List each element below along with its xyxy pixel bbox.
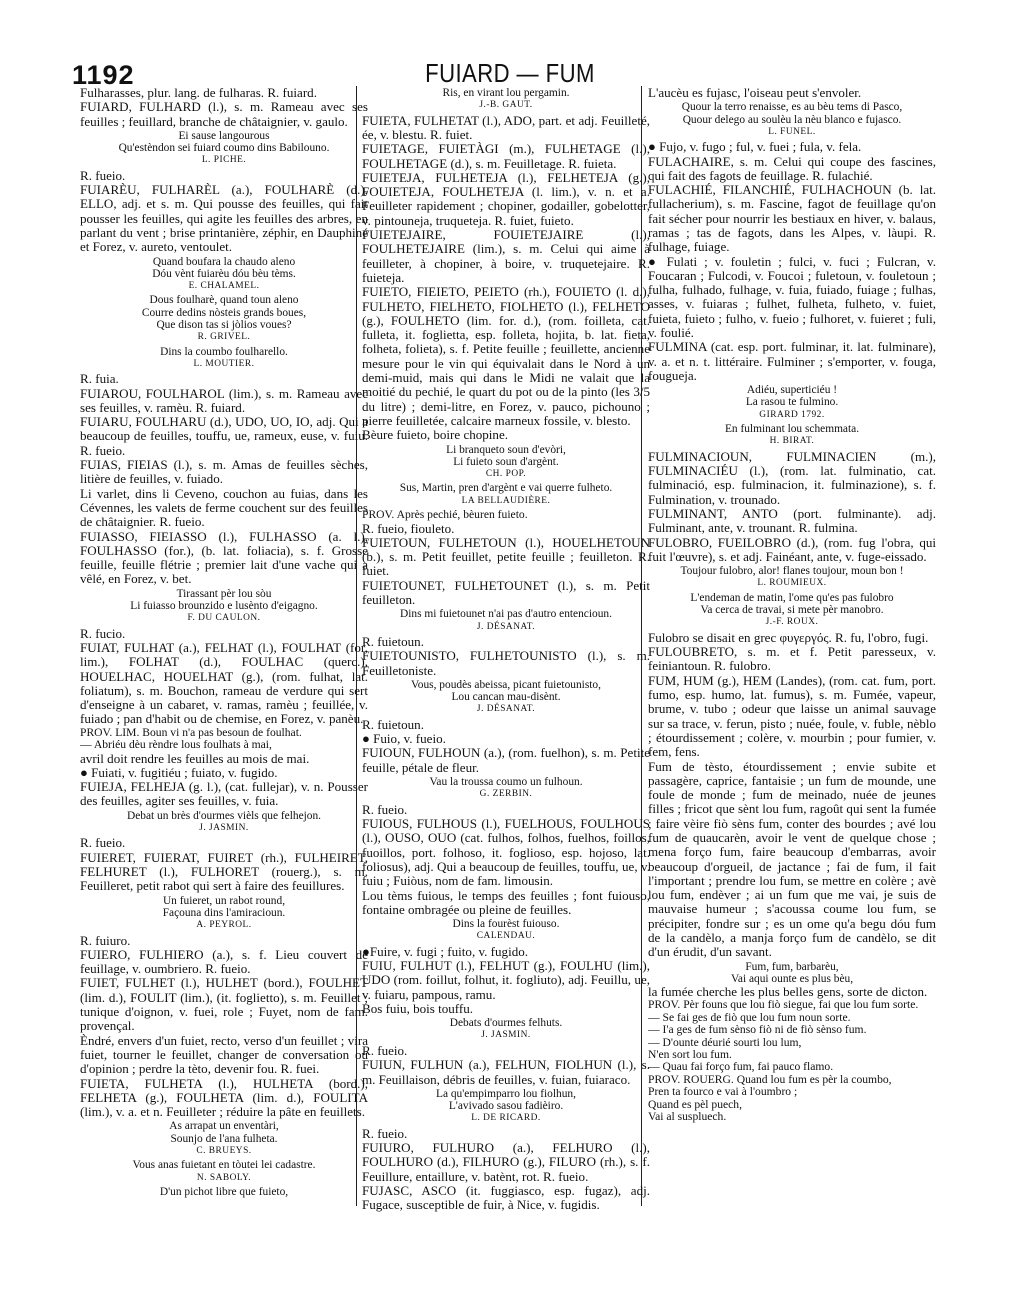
dictionary-entry: FUIETO, FIEIETO, PEIETO (rh.), FOUIETO (l. d.), FULHETO, FIELHETO, FIOLHETO (l.), FELHETO (g.), FOULHETO (lim. for. d.), (rom. foilleta, cat. fulleta, it. foglietta, esp. folleta, hojita, b. lat. fieta, folheta, folieta), s. f. Petite feuille ; feuillette, ancienne mesure pour le vin qui équivalait dans le Nord à un demi-muid, mais qui dans le Midi ne valait que la moitié du pechié, le quart du pot ou de la pinto (les 3/5 du litre) ; demi-litre, en Forez, v. pauco, pichouno ; pierre feuilletée, calcaire marneux fossile, v. blesto. xyxy=(362,284,650,428)
quotation: D'un pichot libre que fuieto, xyxy=(159,1186,289,1198)
page-number: 1192 xyxy=(72,60,135,90)
dictionary-entry: FUIOUN, FULHOUN (a.), (rom. fuelhon), s. m. Petite feuille, pétale de fleur. xyxy=(362,745,650,775)
dictionary-entry: R. fueio. xyxy=(362,1125,408,1141)
dictionary-entry: Èndré, envers d'un fuiet, recto, verso d'un feuillet ; vira fuiet, tourner le feuillet, changer de conversation ou d'opinion ; perdre la tèto, devenir fou. R. fuei. xyxy=(80,1032,368,1077)
dictionary-entry: FUIETEJAIRE, FOUIETEJAIRE (l.), FOULHETEJAIRE (lim.), s. m. Celui qui aime à feuilleter, à chopiner, à boire, v. truquetejaire. R. fuieteja. xyxy=(362,227,650,285)
dictionary-entry: FUIETA, FULHETA (l.), HULHETA (bord.), FELHETA (g.), FOULHETA (lim. d.), FOULITA (lim.), v. a. et n. Feuilleter ; réduire la pâte en feuillets. xyxy=(80,1075,368,1120)
quote-attribution: LA BELLAUDIÈRE. xyxy=(461,495,551,506)
dictionary-entry: FULOUBRETO, s. m. et f. Petit paresseux, v. feiniantoun. R. fulobro. xyxy=(648,644,936,674)
quotation: Li branqueto soun d'evòri, Li fuieto soun d'argènt. xyxy=(446,443,566,468)
dictionary-entry: FULOBRO, FUEILOBRO (d.), (rom. fug l'obra, qui fuit l'œuvre), s. et adj. Fainéant, ante, v. fuge-eissado. xyxy=(648,534,936,564)
dictionary-entry: FUIURO, FULHURO (a.), FELHURO (l.), FOULHURO (d.), FILHURO (g.), FILURO (rh.), s. f. Feuillure, entaillure, v. batènt, rot. R. fueio. xyxy=(362,1140,650,1184)
quotation: Tirassant pèr lou sòu Li fuiasso brounzido e lusènto d'eigagno. xyxy=(130,587,318,612)
quote-attribution: N. SABOLY. xyxy=(196,1172,252,1183)
dictionary-entry: FUIETA, FULHETAT (l.), ADO, part. et adj. Feuilleté, ée, v. blestu. R. fuiet. xyxy=(362,112,650,142)
dictionary-entry: Bèure fuieto, boire chopine. xyxy=(362,427,509,443)
dictionary-entry: FULMINA (cat. esp. port. fulminar, it. lat. fulminare), v. a. et n. t. littéraire. Fulminer ; s'emporter, v. fouga, fougueja. xyxy=(648,339,936,383)
dictionary-entry: FUIAS, FIEIAS (l.), s. m. Amas de feuilles sèches, litière de feuilles, v. fuiado. xyxy=(80,457,368,487)
quote-attribution: J. JASMIN. xyxy=(481,1030,531,1041)
dictionary-entry: ● Fujo, v. fugo ; ful, v. fuei ; fula, v. fela. xyxy=(648,139,862,155)
dictionary-entry: R. fueio. xyxy=(80,167,126,183)
quotation: Un fuieret, un rabot round, Façouna dins l'amiracioun. xyxy=(162,894,286,919)
quotation: Quour la terro renaisse, es au bèu tems di Pasco, Quour delego au soulèu la nèu blanco e fujasco. xyxy=(681,101,903,126)
quote-attribution: CALENDAU. xyxy=(476,931,536,942)
dictionary-entry: Fum de tèsto, étourdissement ; envie subite et passagère, caprice, fantaisie ; un fum de mounde, une foule de monde ; fum de meinado, nuée de jeunes filles ; fricot que sènt lou fum, ragoût qui sent la fumée ; faire vèire fiò sèns fum, conter des bourdes ; avé lou fum de quaucarèn, avoir le vent de quelque chose ; mena forço fum, faire beaucoup d'embarras, avoir beaucoup d'orgueil, de jactance ; fai de fum, il fait l'important ; prendre lou fum, se mettre en colère ; avè lou fum, endèver ; ai un fum que me vai, je suis de mauvaise humeur ; s'acoussa coume lou fum, se précipiter, fondre sur ; es un ome qu'a begu dóu fum de la candèlo, a manja forço fum de candèlo, se dit d'un érudit, d'un savant. xyxy=(648,758,936,960)
quote-attribution: E. CHALAMEL. xyxy=(188,280,260,291)
dictionary-entry: Fulobro se disait en grec φυγεργός. R. fu, l'obro, fugi. xyxy=(648,629,929,645)
dictionary-entry: FUIERO, FULHIERO (a.), s. f. Lieu couvert de feuillage, v. oumbriero. R. fueio. xyxy=(80,946,368,977)
dictionary-entry: R. fuietoun. xyxy=(362,634,424,650)
quotation: Vous anas fuietant en tòutei lei cadastre. xyxy=(132,1159,316,1172)
quote-attribution: J. DÉSANAT. xyxy=(476,621,536,632)
proverb: — Abriéu dèu rèndre lous foulhats à mai, xyxy=(80,738,272,752)
dictionary-entry: R. fueio. xyxy=(362,1042,408,1058)
quote-attribution: L. ROUMIEUX. xyxy=(757,578,827,589)
quotation: Vous, poudès abeissa, picant fuietounisto, Lou cancan mau-disènt. xyxy=(411,678,601,704)
dictionary-entry: FUIERET, FUIERAT, FUIRET (rh.), FULHEIRET, FELHURET (l.), FULHORET (rouerg.), s. m. Feuilleret, petit rabot qui sert à faire des feuillures. xyxy=(80,849,368,894)
dictionary-entry: FUJASC, ASCO (it. fuggiasco, esp. fugaz), adj. Fugace, susceptible de fuir, à Nice, v. fugidis. xyxy=(362,1182,650,1213)
dictionary-entry: FUIARU, FOULHARU (d.), UDO, UO, IO, adj. Qui a beaucoup de feuilles, touffu, ue, rameux, euse, v. fuiu. R. fueio. xyxy=(80,414,368,458)
quotation: Ei sause langourous Qu'estèndon sei fuiard coumo dins Babilouno. xyxy=(118,129,330,155)
dictionary-entry: FUIEJA, FELHEJA (g. l.), (cat. fullejar), v. n. Pousser des feuilles, agiter ses feuilles, v. fuia. xyxy=(80,779,368,809)
quote-attribution: L. PICHE. xyxy=(201,155,247,166)
quote-attribution: L. MOUTIER. xyxy=(193,358,255,369)
dictionary-entry: FUIARÈU, FULHARÈL (a.), FOULHARÈ (d.), ELLO, adj. et s. m. Qui pousse des feuilles, qui fait pousser les feuilles, qui agite les feuilles des arbres, en parlant du vent ; brise printanière, zéphir, en Dauphiné et Forez, v. aureto, ventoulet. xyxy=(80,182,368,255)
quote-attribution: H. BIRAT. xyxy=(769,436,815,447)
quotation: Dins la fourèst fuiouso. xyxy=(452,918,560,931)
dictionary-entry: FUIETAGE, FUIETÀGI (m.), FULHETAGE (l.), FOULHETAGE (d.), s. m. Feuilletage. R. fuieta. xyxy=(362,141,650,171)
dictionary-entry: FUIETOUNISTO, FULHETOUNISTO (l.), s. m. Feuilletoniste. xyxy=(362,648,650,678)
dictionary-entry: ● Fuiati, v. fugitiéu ; fuiato, v. fugido. xyxy=(80,764,278,780)
quote-attribution: A. PEYROL. xyxy=(196,920,252,931)
quotation: Vau la troussa coumo un fulhoun. xyxy=(429,776,583,789)
proverb: PROV. ROUERG. Quand lou fum es pèr la coumbo, Pren ta fourco e vai à l'oumbro ; Quand es pèl puech, Vai al suspluech. xyxy=(648,1072,892,1124)
dictionary-entry: L'aucèu es fujasc, l'oiseau peut s'envoler. xyxy=(648,86,862,100)
dictionary-entry: Lou tèms fuious, le temps des feuilles ; font fuiouso, fontaine ombragée ou pleine de feuilles. xyxy=(362,887,650,917)
quote-attribution: G. ZERBIN. xyxy=(479,789,533,800)
dictionary-entry: avril doit rendre les feuilles au mois de mai. xyxy=(80,750,310,766)
dictionary-entry: ●Fuire, v. fugi ; fuito, v. fugido. xyxy=(362,943,528,959)
quote-attribution: CH. POP. xyxy=(485,468,527,479)
dictionary-entry: FUIETEJA, FULHETEJA (l.), FELHETEJA (g.), FOUIETEJA, FOULHETEJA (l. lim.), v. n. et a. Feuilleter rapidement ; chopiner, godailler, gobelotter, v. pintouneja, truqueteja. R. fuiet, fuieto. xyxy=(362,169,650,228)
dictionary-entry: R. fuia. xyxy=(80,371,119,387)
dictionary-entry: R. fuietoun. xyxy=(362,716,424,732)
dictionary-column-middle xyxy=(362,86,650,1216)
dictionary-entry: FULACHAIRE, s. m. Celui qui coupe des fascines, qui fait des fagots de feuillage. R. fulachié. xyxy=(648,153,936,183)
quotation: Sus, Martin, pren d'argènt e vai querre fulheto. xyxy=(399,482,613,495)
proverb: — I'a ges de fum sènso fiò ni de fiò sènso fum. xyxy=(648,1023,867,1037)
quotation: Dous foulharè, quand toun aleno Courre dedins nòsteis grands boues, Que dison tas si jòlios voues? xyxy=(141,294,307,331)
quotation: Adiéu, superticiéu ! La rasou te fulmino. xyxy=(745,384,839,409)
quote-attribution: C. BRUEYS. xyxy=(196,1145,252,1156)
quotation: As arrapat un enventàri, Sounjo de l'ana fulheta. xyxy=(169,1120,279,1145)
dictionary-entry: R. fuiuro. xyxy=(80,932,131,948)
quote-attribution: F. DU CAULON. xyxy=(187,613,261,624)
quotation: Debats d'ourmes felhuts. xyxy=(449,1017,563,1030)
dictionary-column-right xyxy=(648,86,936,1276)
quotation: En fulminant lou schemmata. xyxy=(724,423,860,436)
proverb: — D'ounte déurié sourti lou lum, N'en sort lou fum. xyxy=(648,1035,802,1061)
quotation: Dins la coumbo foulharello. xyxy=(160,345,288,358)
quote-attribution: L. FUNEL. xyxy=(768,126,816,137)
quote-attribution: J.-B. GAUT. xyxy=(479,100,533,111)
dictionary-entry: R. fueio. xyxy=(80,835,126,851)
dictionary-entry: FULMINANT, ANTO (port. fulminante). adj. Fulminant, ante, v. trounant. R. fulmina. xyxy=(648,506,936,536)
dictionary-column-left xyxy=(80,86,368,1286)
dictionary-entry: FUIAT, FULHAT (a.), FELHAT (l.), FOULHAT (for, lim.), FOLHAT (d.), FOULHAC (querc.), HOUELHAC, HOUELHAT (g.), (rom. fulhat, lat. foliatum), s. m. Bouchon, rameau de verdure qui sert d'enseigne à un cabaret, v. ramas, ramèu ; feuillée, v. fuiado ; pan d'habit ou de chemise, en Forez, v. panèu. xyxy=(80,639,368,727)
quote-attribution: J. DÉSANAT. xyxy=(476,704,536,715)
quotation: La qu'empimparro lou fiolhun, L'avivado sasou fadièiro. xyxy=(436,1087,576,1113)
quote-attribution: GIRARD 1792. xyxy=(759,409,825,420)
dictionary-entry: FUIOUS, FULHOUS (l.), FUELHOUS, FOULHOUS (l.), OUSO, OUO (cat. fulhos, folhos, fuelhos, foillos, fuoillos, port. folhoso, it. foglioso, esp. hojoso, lat. foliosus), adj. Qui a beaucoup de feuilles, touffu, ue, v. fuiu ; Fuiòus, nom de fam. limousin. xyxy=(362,816,650,889)
dictionary-entry: FUIASSO, FIEIASSO (l.), FULHASSO (a. l.), FOULHASSO (for.), (b. lat. foliacia), s. f. Grosse feuille, feuille flétrie ; premier lait d'une vache qui a vêlé, en Forez, v. bet. xyxy=(80,528,368,587)
dictionary-entry: FULMINACIOUN, FULMINACIEN (m.), FULMINACIÉU (l.), (rom. lat. fulminatio, cat. fulminació, esp. fulminacion, it. fulminazione), s. f. Fulmination, v. trounado. xyxy=(648,448,936,507)
dictionary-entry: FUIETOUNET, FULHETOUNET (l.), s. m. Petit feuilleton. xyxy=(362,577,650,608)
dictionary-entry: R. fucio. xyxy=(80,625,126,641)
dictionary-entry: ● Fulati ; v. fouletin ; fulci, v. fuci ; Fulcran, v. Foucaran ; Fulcodi, v. Foucoi ; fuletoun, v. fouletoun ; fulha, fulhado, fulhage, v. fuia, fuiado, fuiage ; fulhas, asses, v. fuiaras ; fulhet, fulheta, fulheto, v. fuiet, fuieta, fuieto ; fulho, v. fueio ; fulhoret, v. fuieret ; fuli, v. foulié. xyxy=(648,253,936,341)
quotation: Dins mi fuietounet n'ai pas d'autro entencioun. xyxy=(400,608,612,621)
dictionary-entry: la fumée cherche les plus belles gens, sorte de dicton. xyxy=(648,984,928,1000)
quotation: Ris, en virant lou pergamin. xyxy=(442,87,570,99)
quote-attribution: J.-F. ROUX. xyxy=(765,617,819,628)
quotation: Quand boufara la chaudo aleno Dóu vènt fuiarèu dóu bèu tèms. xyxy=(152,255,296,280)
dictionary-entry: Bos fuiu, bois touffu. xyxy=(362,1000,474,1016)
quotation: Fum, fum, barbarèu, Vai aqui ounte es plus bèu, xyxy=(730,960,854,985)
quote-attribution: R. GRIVEL. xyxy=(197,332,251,343)
dictionary-entry: Li varlet, dins li Ceveno, couchon au fuias, dans les Cévennes, les valets de ferme couchent sur des feuilles de châtaignier. R. fueio. xyxy=(80,485,368,530)
dictionary-entry: FUIUN, FULHUN (a.), FELHUN, FIOLHUN (l.), s. m. Feuillaison, débris de feuilles, v. fuian, fuiaraco. xyxy=(362,1057,650,1087)
proverb: PROV. Après pechié, bèuren fuieto. xyxy=(362,508,528,522)
dictionary-entry: FUIET, FULHET (l.), HULHET (bord.), FOULHET (lim. d.), FOULIT (lim.), (it. foglietto), s. m. Feuillet ; tunique d'oignon, v. fuei, role ; Fuyet, nom de fam. provençal. xyxy=(80,975,368,1034)
dictionary-entry: FUIETOUN, FULHETOUN (l.), HOUELHETOUN (b.), s. m. Petit feuillet, petite feuille ; feuilleton. R. fuiet. xyxy=(362,534,650,579)
quote-attribution: L. DE RICARD. xyxy=(471,1113,541,1124)
dictionary-entry: R. fueio. xyxy=(362,801,408,817)
running-head: FUIARD — FUM xyxy=(425,58,595,88)
quotation: L'endeman de matin, l'ome qu'es pas fulobro Va cerca de travai, si mete pèr manobro. xyxy=(690,591,894,617)
dictionary-entry: ● Fuio, v. fueio. xyxy=(362,731,446,747)
quotation: Debat un brès d'ourmes vièls que felhejon. xyxy=(126,809,322,822)
dictionary-entry: FUIU, FULHUT (l.), FELHUT (g.), FOULHU (lim.), UDO (rom. foillut, folhut, it. fogliuto), adj. Feuillu, ue, v. fuiaru, pampous, ramu. xyxy=(362,958,650,1002)
dictionary-entry: FUIAROU, FOULHAROL (lim.), s. m. Rameau avec ses feuilles, v. ramèu. R. fuiard. xyxy=(80,385,368,415)
dictionary-entry: Fulharasses, plur. lang. de fulharas. R. fuiard. xyxy=(80,86,317,100)
dictionary-entry: FUIARD, FULHARD (l.), s. m. Rameau avec ses feuilles ; feuillard, branche de châtaignier, v. gaulo. xyxy=(80,99,368,129)
dictionary-entry: FUM, HUM (g.), HEM (Landes), (rom. cat. fum, port. fumo, esp. humo, lat. fumus), s. m. Fumée, vapeur, brume, v. tubo ; odeur que laisse un animal sauvage sur sa trace, v. ferun, pisto ; nuée, foule, v. fuble, nèblo ; étourdissement ; colère, v. mourbin ; pour fumier, v. fem, fens. xyxy=(648,672,936,760)
quote-attribution: J. JASMIN. xyxy=(199,822,249,833)
proverb: — Quau fai forço fum, fai pauco flamo. xyxy=(648,1060,834,1074)
proverb: PROV. LIM. Boun vi n'a pas besoun de foulhat. xyxy=(80,725,302,739)
dictionary-entry: R. fueio, fiouleto. xyxy=(362,520,455,536)
dictionary-entry: FULACHIÉ, FILANCHIÉ, FULHACHOUN (b. lat. fullacherium), s. m. Fascine, fagot de feuillage qu'on fait sécher pour nourrir les bestiaux en hiver, v. balaus, ramas ; tas de fagots, dans les Alpes, v. làupi. R. fulhage, fuiage. xyxy=(648,182,936,255)
proverb: PROV. Pèr founs que lou fiò siegue, fai que lou fum sorte. xyxy=(648,998,919,1012)
quotation: Toujour fulobro, alor! flanes toujour, moun bon ! xyxy=(680,565,904,578)
proverb: — Se fai ges de fiò que lou fum noun sorte. xyxy=(648,1010,851,1024)
